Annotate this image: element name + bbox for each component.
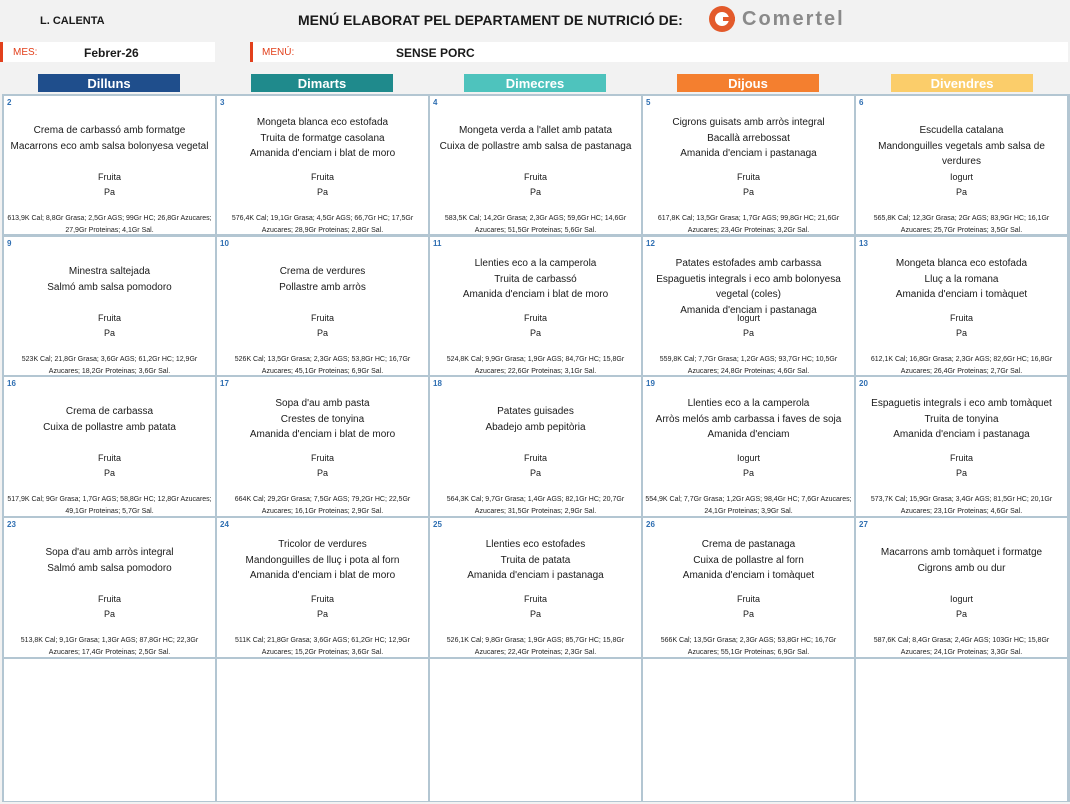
bread-line: Pa <box>316 609 328 619</box>
nutrition-info: 664K Cal; 29,2Gr Grasa; 7,5Gr AGS; 79,2Gr HC; 22,5Gr Azucares; 16,1Gr Proteinas; 2,9Gr Sal. <box>234 496 411 515</box>
dish-list <box>434 537 637 584</box>
school-label: L. CALENTA <box>40 15 105 27</box>
nutrition-info: 513,8K Cal; 9,1Gr Grasa; 1,3Gr AGS; 87,8Gr HC; 22,3Gr Azucares; 17,4Gr Proteinas; 2,5Gr Sal. <box>20 637 199 656</box>
dish-list <box>434 123 637 154</box>
dish-line: Amanida d'enciam i blat de moro <box>249 148 396 159</box>
dish-line: Salmó amb salsa pomodoro <box>47 562 172 574</box>
dish-list <box>647 396 850 443</box>
day-number: 20 <box>859 379 868 388</box>
bread-line: Pa <box>529 328 541 338</box>
dish-line: Espaguetis integrals i eco amb bolonyesa vegetal (coles) <box>656 273 841 300</box>
nutrition-info: 559,8K Cal; 7,7Gr Grasa; 1,2Gr AGS; 93,7Gr HC; 10,5Gr Azucares; 24,8Gr Proteinas; 4,6Gr Sal. <box>659 356 838 375</box>
day-number: 9 <box>7 239 12 248</box>
dessert-line: Fruita <box>310 594 334 604</box>
day-cell <box>430 518 641 657</box>
dessert-line: Iogurt <box>736 453 760 463</box>
dish-line: Mongeta blanca eco estofada <box>895 258 1028 269</box>
dessert-line: Iogurt <box>736 313 760 323</box>
day-number: 24 <box>220 520 229 529</box>
dish-list <box>647 537 850 584</box>
dish-line: Arròs melós amb carbassa i faves de soja <box>655 413 842 425</box>
dish-line: Macarrons amb tomàquet i formatge <box>880 547 1043 558</box>
dish-line: Mandonguilles de lluç i pota al forn <box>245 554 400 566</box>
bread-line: Pa <box>955 187 967 197</box>
dish-line: Patates estofades amb carbassa <box>675 258 822 269</box>
dessert-line: Fruita <box>97 172 121 182</box>
dish-line: Cigrons guisats amb arròs integral <box>672 117 825 128</box>
bread-line: Pa <box>955 609 967 619</box>
day-number: 6 <box>859 98 864 107</box>
day-cell <box>643 659 854 801</box>
dish-line: Truita de formatge casolana <box>260 132 385 144</box>
nutrition-info: 617,8K Cal; 13,5Gr Grasa; 1,7Gr AGS; 99,8Gr HC; 21,6Gr Azucares; 23,4Gr Proteinas; 3,2Gr Sal. <box>657 215 840 234</box>
day-cell <box>643 518 854 657</box>
dish-line: Mongeta verda a l'allet amb patata <box>458 125 613 136</box>
dessert-line: Fruita <box>949 453 973 463</box>
dish-list <box>860 396 1063 443</box>
nutrition-info: 526,1K Cal; 9,8Gr Grasa; 1,9Gr AGS; 85,7Gr HC; 15,8Gr Azucares; 22,4Gr Proteinas; 2,3Gr Sal. <box>446 637 625 656</box>
dish-list <box>8 545 211 576</box>
menu-label: MENÚ: <box>262 47 295 58</box>
nutrition-info: 564,3K Cal; 9,7Gr Grasa; 1,4Gr AGS; 82,1Gr HC; 20,7Gr Azucares; 31,5Gr Proteinas; 2,9Gr Sal. <box>446 496 625 515</box>
dish-line: Pollastre amb arròs <box>279 281 366 293</box>
dish-line: Mongeta blanca eco estofada <box>256 117 389 128</box>
dish-line: Amanida d'enciam i pastanaga <box>467 570 604 581</box>
dish-list <box>8 123 211 154</box>
day-number: 27 <box>859 520 868 529</box>
dish-line: Crema de carbassó amb formatge <box>33 125 186 136</box>
nutrition-info: 573,7K Cal; 15,9Gr Grasa; 3,4Gr AGS; 81,5Gr HC; 20,1Gr Azucares; 23,1Gr Proteinas; 4,6Gr Sal. <box>870 496 1053 515</box>
day-cell <box>430 96 641 234</box>
dessert-line: Fruita <box>523 453 547 463</box>
day-cell <box>856 96 1067 234</box>
dish-line: Cuixa de pollastre al forn <box>693 554 804 566</box>
day-header-0: Dilluns <box>38 74 180 92</box>
nutrition-info: 587,6K Cal; 8,4Gr Grasa; 2,4Gr AGS; 103Gr HC; 15,8Gr Azucares; 24,1Gr Proteinas; 3,3Gr Sal. <box>873 637 1050 656</box>
dish-line: Amanida d'enciam i blat de moro <box>249 570 396 581</box>
bread-line: Pa <box>742 328 754 338</box>
day-cell <box>643 96 854 234</box>
dish-list <box>434 404 637 435</box>
day-number: 5 <box>646 98 651 107</box>
dish-line: Crestes de tonyina <box>280 413 365 425</box>
dessert-line: Fruita <box>523 313 547 323</box>
day-number: 10 <box>220 239 229 248</box>
dish-line: Amanida d'enciam i tomàquet <box>682 570 815 581</box>
month-value: Febrer-26 <box>84 46 139 60</box>
nutrition-info: 526K Cal; 13,5Gr Grasa; 2,3Gr AGS; 53,8Gr HC; 16,7Gr Azucares; 45,1Gr Proteinas; 6,9Gr Sal. <box>234 356 411 375</box>
day-number: 4 <box>433 98 438 107</box>
day-cell <box>217 377 428 516</box>
menu-marker <box>250 42 253 62</box>
dish-line: Amanida d'enciam <box>707 429 790 440</box>
dish-list <box>221 537 424 584</box>
menu-value: SENSE PORC <box>396 46 475 60</box>
menu-calendar-grid <box>2 94 1070 802</box>
day-cell <box>643 237 854 375</box>
bread-line: Pa <box>742 468 754 478</box>
nutrition-info: 524,8K Cal; 9,9Gr Grasa; 1,9Gr AGS; 84,7Gr HC; 15,8Gr Azucares; 22,6Gr Proteinas; 3,1Gr Sal. <box>446 356 625 375</box>
day-number: 18 <box>433 379 442 388</box>
month-marker <box>0 42 3 62</box>
dish-line: Lluç a la romana <box>924 273 999 285</box>
bread-line: Pa <box>103 187 115 197</box>
nutrition-info: 517,9K Cal; 9Gr Grasa; 1,7Gr AGS; 58,8Gr HC; 12,8Gr Azucares; 49,1Gr Proteinas; 5,7Gr Sal. <box>7 496 212 515</box>
nutrition-info: 523K Cal; 21,8Gr Grasa; 3,6Gr AGS; 61,2Gr HC; 12,9Gr Azucares; 18,2Gr Proteinas; 3,6Gr Sal. <box>21 356 198 375</box>
dish-line: Truita de carbassó <box>494 273 577 285</box>
dish-line: Sopa d'au amb arròs integral <box>45 547 174 558</box>
bread-line: Pa <box>742 609 754 619</box>
day-number: 23 <box>7 520 16 529</box>
day-cell <box>217 659 428 801</box>
dish-line: Abadejo amb pepitòria <box>485 421 586 433</box>
dessert-line: Fruita <box>97 453 121 463</box>
nutrition-info: 612,1K Cal; 16,8Gr Grasa; 2,3Gr AGS; 82,6Gr HC; 16,8Gr Azucares; 26,4Gr Proteinas; 2,7Gr Sal. <box>870 356 1053 375</box>
day-number: 12 <box>646 239 655 248</box>
bread-line: Pa <box>316 468 328 478</box>
day-cell <box>430 237 641 375</box>
dessert-line: Fruita <box>97 594 121 604</box>
dish-line: Patates guisades <box>497 406 574 417</box>
dish-line: Llenties eco a la camperola <box>474 258 597 269</box>
dish-line: Escudella catalana <box>919 125 1004 136</box>
day-cell <box>856 659 1067 801</box>
nutrition-info: 583,5K Cal; 14,2Gr Grasa; 2,3Gr AGS; 59,6Gr HC; 14,6Gr Azucares; 51,5Gr Proteinas; 5,6Gr Sal. <box>444 215 627 234</box>
day-number: 26 <box>646 520 655 529</box>
bread-line: Pa <box>529 187 541 197</box>
bread-line: Pa <box>955 328 967 338</box>
dish-list <box>221 396 424 443</box>
nutrition-info: 511K Cal; 21,8Gr Grasa; 3,6Gr AGS; 61,2Gr HC; 12,9Gr Azucares; 15,2Gr Proteinas; 3,6Gr Sal. <box>235 637 410 656</box>
nutrition-info: 565,8K Cal; 12,3Gr Grasa; 2Gr AGS; 83,9Gr HC; 16,1Gr Azucares; 25,7Gr Proteinas; 3,5Gr Sal. <box>873 215 1050 234</box>
dessert-line: Fruita <box>97 313 121 323</box>
day-cell <box>217 237 428 375</box>
day-header-4: Divendres <box>891 74 1033 92</box>
day-number: 13 <box>859 239 868 248</box>
dessert-line: Fruita <box>949 313 973 323</box>
dish-line: Macarrons eco amb salsa bolonyesa vegetal <box>10 140 209 152</box>
page-title: MENÚ ELABORAT PEL DEPARTAMENT DE NUTRICIÓ DE: <box>298 12 683 28</box>
dish-list <box>8 404 211 435</box>
day-header-3: Dijous <box>677 74 819 92</box>
dessert-line: Fruita <box>310 172 334 182</box>
dessert-line: Fruita <box>736 594 760 604</box>
day-cell <box>430 659 641 801</box>
dessert-line: Fruita <box>310 453 334 463</box>
dish-line: Truita de tonyina <box>924 413 999 425</box>
dish-line: Amanida d'enciam i pastanaga <box>893 429 1030 440</box>
dish-line: Tricolor de verdures <box>278 539 367 550</box>
dish-list <box>860 545 1063 576</box>
bread-line: Pa <box>316 187 328 197</box>
bread-line: Pa <box>529 609 541 619</box>
dish-line: Crema de carbassa <box>65 406 154 417</box>
logo-text: Comertel <box>742 7 845 30</box>
day-cell <box>217 518 428 657</box>
dish-line: Amanida d'enciam i pastanaga <box>680 304 817 316</box>
dish-list <box>434 256 637 303</box>
dish-list <box>221 264 424 295</box>
dish-line: Llenties eco a la camperola <box>687 398 810 409</box>
bread-line: Pa <box>103 328 115 338</box>
dish-line: Crema de verdures <box>279 266 366 277</box>
month-field <box>0 42 215 62</box>
day-number: 19 <box>646 379 655 388</box>
dish-line: Truita de patata <box>500 554 571 566</box>
nutrition-info: 613,9K Cal; 8,8Gr Grasa; 2,5Gr AGS; 99Gr HC; 26,8Gr Azucares; 27,9Gr Proteinas; 4,1Gr Sal. <box>7 215 212 234</box>
dish-line: Mandonguilles vegetals amb salsa de verdures <box>878 140 1045 167</box>
dish-list <box>860 256 1063 303</box>
day-number: 16 <box>7 379 16 388</box>
dish-line: Sopa d'au amb pasta <box>275 398 370 409</box>
day-number: 11 <box>433 239 442 248</box>
bread-line: Pa <box>103 609 115 619</box>
dish-line: Espaguetis integrals i eco amb tomàquet <box>871 398 1052 409</box>
dish-line: Llenties eco estofades <box>485 539 586 550</box>
day-cell <box>4 659 215 801</box>
dish-list <box>647 256 850 318</box>
day-cell <box>4 518 215 657</box>
day-cell <box>4 237 215 375</box>
bread-line: Pa <box>742 187 754 197</box>
dessert-line: Fruita <box>523 172 547 182</box>
logo-icon <box>709 6 735 32</box>
nutrition-info: 554,9K Cal; 7,7Gr Grasa; 1,2Gr AGS; 98,4Gr HC; 7,6Gr Azucares; 24,1Gr Proteinas; 3,9Gr Sal. <box>645 496 852 515</box>
day-cell <box>217 96 428 234</box>
dish-list <box>647 115 850 162</box>
nutrition-info: 566K Cal; 13,5Gr Grasa; 2,3Gr AGS; 53,8Gr HC; 16,7Gr Azucares; 55,1Gr Proteinas; 6,9Gr Sal. <box>660 637 837 656</box>
day-number: 25 <box>433 520 442 529</box>
dessert-line: Iogurt <box>949 594 973 604</box>
company-logo <box>709 4 845 34</box>
dish-line: Amanida d'enciam i pastanaga <box>680 148 817 159</box>
dish-line: Bacallà arrebossat <box>707 132 790 144</box>
day-cell <box>856 237 1067 375</box>
dessert-line: Iogurt <box>949 172 973 182</box>
dish-line: Amanida d'enciam i tomàquet <box>895 289 1028 300</box>
day-cell <box>430 377 641 516</box>
day-cell <box>4 377 215 516</box>
dish-line: Amanida d'enciam i blat de moro <box>462 289 609 300</box>
bread-line: Pa <box>316 328 328 338</box>
day-cell <box>4 96 215 234</box>
dish-line: Amanida d'enciam i blat de moro <box>249 429 396 440</box>
dessert-line: Fruita <box>310 313 334 323</box>
day-header-2: Dimecres <box>464 74 606 92</box>
dish-line: Crema de pastanaga <box>701 539 796 550</box>
bread-line: Pa <box>529 468 541 478</box>
day-cell <box>643 377 854 516</box>
menu-field <box>250 42 1068 62</box>
dish-line: Salmó amb salsa pomodoro <box>47 281 172 293</box>
dish-line: Minestra saltejada <box>68 266 151 277</box>
day-number: 17 <box>220 379 229 388</box>
day-cell <box>856 518 1067 657</box>
month-label: MES: <box>13 47 38 58</box>
dish-list <box>221 115 424 162</box>
dish-list <box>8 264 211 295</box>
dish-list <box>860 123 1063 170</box>
dessert-line: Fruita <box>736 172 760 182</box>
bread-line: Pa <box>103 468 115 478</box>
day-header-1: Dimarts <box>251 74 393 92</box>
dish-line: Cigrons amb ou dur <box>917 562 1006 574</box>
dish-line: Cuixa de pollastre amb salsa de pastanaga <box>439 140 632 152</box>
dish-line: Cuixa de pollastre amb patata <box>43 421 176 433</box>
nutrition-info: 576,4K Cal; 19,1Gr Grasa; 4,5Gr AGS; 66,7Gr HC; 17,5Gr Azucares; 28,9Gr Proteinas; 2,8Gr Sal. <box>231 215 414 234</box>
day-cell <box>856 377 1067 516</box>
day-number: 3 <box>220 98 225 107</box>
day-number: 2 <box>7 98 12 107</box>
dessert-line: Fruita <box>523 594 547 604</box>
bread-line: Pa <box>955 468 967 478</box>
